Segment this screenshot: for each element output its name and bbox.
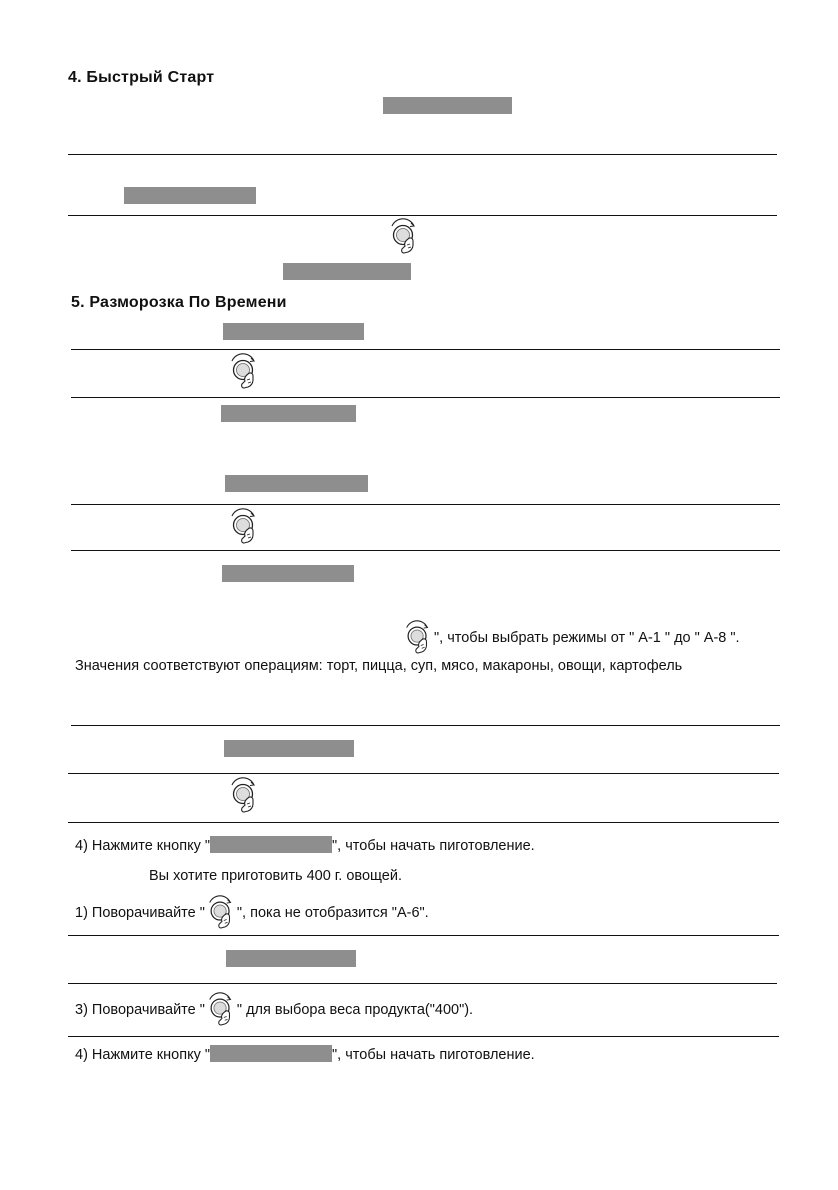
- divider: [71, 725, 780, 726]
- example-step-1: [75, 895, 429, 929]
- redacted-block: [221, 405, 356, 422]
- divider: [71, 550, 780, 551]
- example-step-4: [75, 1045, 535, 1063]
- example-intro: Вы хотите приготовить 400 г. овощей.: [149, 868, 402, 884]
- dial-knob-icon: [402, 620, 434, 654]
- quote-mark: ": [332, 838, 338, 854]
- turn-suffix: ", чтобы выбрать режимы от " A-1 " до " A-8 ".: [434, 630, 740, 646]
- redacted-button-label: [210, 1045, 332, 1062]
- divider: [71, 349, 780, 350]
- redacted-block: [223, 323, 364, 340]
- divider: [71, 397, 780, 398]
- divider: [68, 983, 777, 984]
- step-text: 1) Поворачивайте ": [75, 905, 205, 921]
- step-text: , чтобы начать пиготовление.: [337, 1047, 535, 1063]
- divider: [68, 773, 779, 774]
- redacted-block: [224, 740, 354, 757]
- dial-knob-icon: [387, 218, 421, 254]
- quote-mark: ": [332, 1047, 338, 1063]
- redacted-button-label: [210, 836, 332, 853]
- quote-mark: ": [204, 838, 211, 854]
- redacted-block: [222, 565, 354, 582]
- divider: [68, 1036, 779, 1037]
- dial-knob-icon: [227, 508, 261, 544]
- step-text: ", пока не отобразится "А-6".: [236, 905, 429, 921]
- divider: [68, 154, 777, 155]
- redacted-block: [225, 475, 368, 492]
- divider: [68, 822, 779, 823]
- quote-mark: ": [204, 1047, 211, 1063]
- dial-knob-icon: [205, 992, 237, 1026]
- redacted-block: [226, 950, 356, 967]
- step-text: " для выбора веса продукта("400").: [236, 1002, 474, 1018]
- dial-knob-icon: [227, 353, 261, 389]
- section-4-heading: 4. Быстрый Старт: [68, 69, 215, 86]
- dial-knob-icon: [227, 777, 261, 813]
- divider: [71, 504, 780, 505]
- redacted-block: [383, 97, 512, 114]
- dial-knob-icon: [205, 895, 237, 929]
- step-text: 4) Нажмите кнопку: [75, 838, 205, 854]
- auto-menu-turn-line: [402, 620, 740, 654]
- auto-step-4: [75, 836, 535, 854]
- example-step-3: [75, 992, 473, 1026]
- step-text: , чтобы начать пиготовление.: [337, 838, 535, 854]
- section-5-heading: 5. Разморозка По Времени: [71, 294, 287, 311]
- step-text: 3) Поворачивайте ": [75, 1002, 205, 1018]
- step-text: 4) Нажмите кнопку: [75, 1047, 205, 1063]
- redacted-block: [124, 187, 256, 204]
- divider: [68, 935, 779, 936]
- auto-menu-values: Значения соответствуют операциям: торт, пицца, суп, мясо, макароны, овощи, картофель: [75, 658, 683, 674]
- divider: [68, 215, 777, 216]
- redacted-block: [283, 263, 411, 280]
